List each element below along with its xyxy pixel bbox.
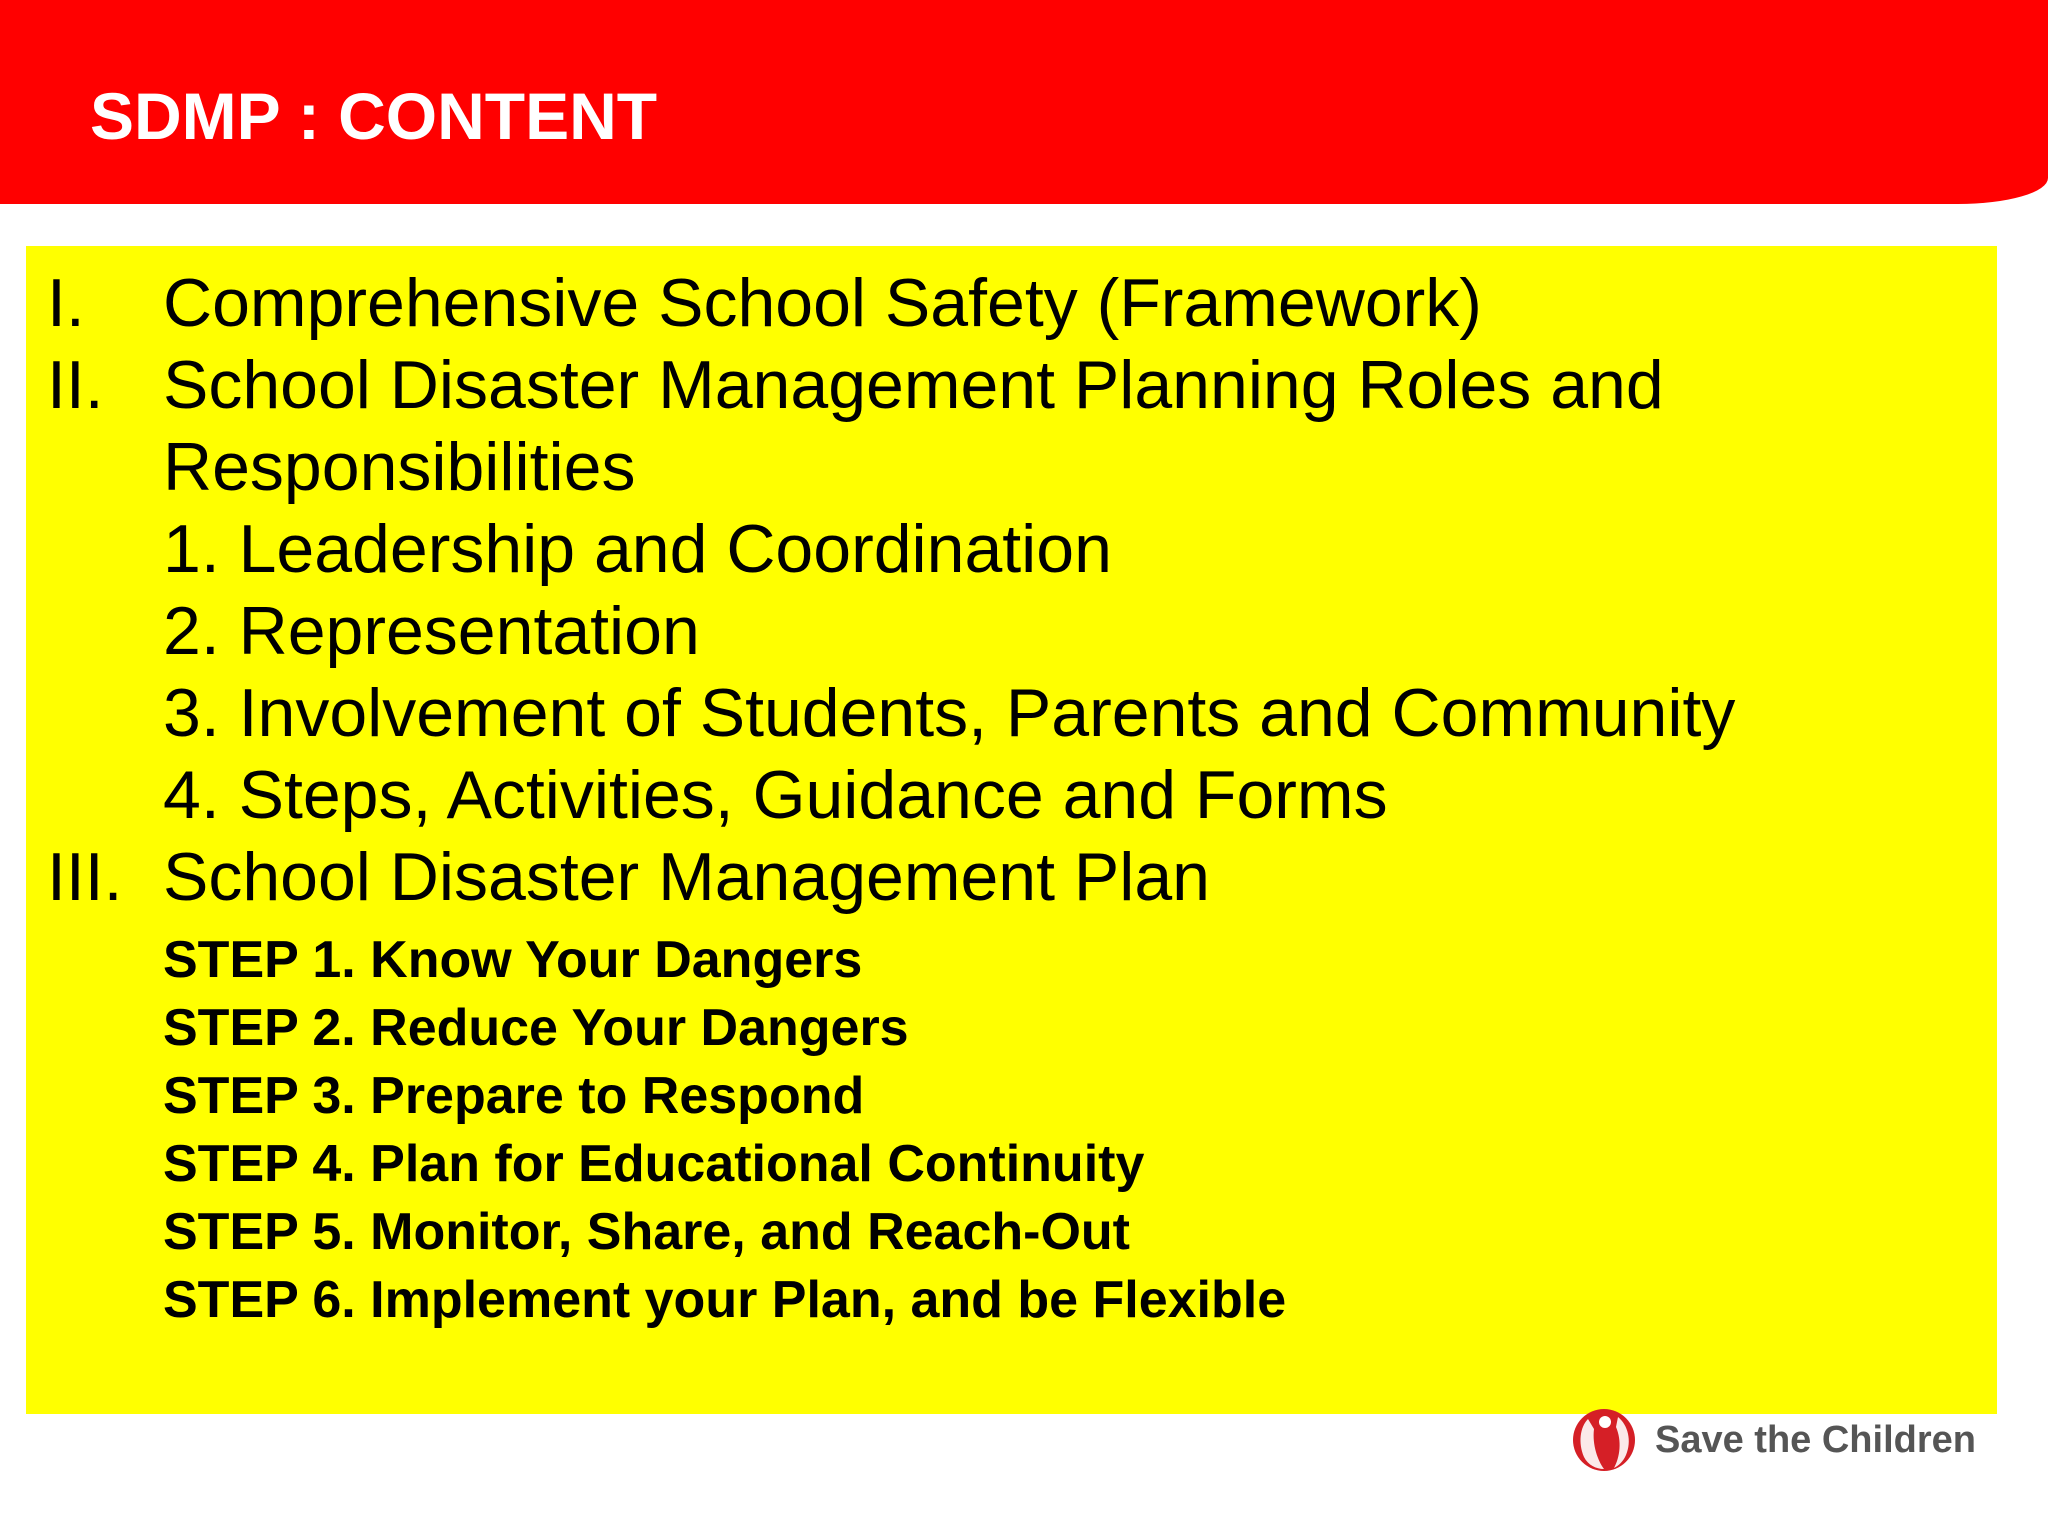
outline-text: Comprehensive School Safety (Framework)	[163, 265, 1482, 341]
outline-numeral: III.	[47, 839, 123, 915]
outline-text: 1. Leadership and Coordination	[163, 511, 1112, 587]
step-text: STEP 2. Reduce Your Dangers	[163, 999, 909, 1057]
header-bar	[0, 0, 2048, 204]
outline-text: 3. Involvement of Students, Parents and Community	[163, 675, 1736, 751]
step-text: STEP 5. Monitor, Share, and Reach-Out	[163, 1203, 1131, 1261]
step-text: STEP 1. Know Your Dangers	[163, 931, 863, 989]
outline-text: 2. Representation	[163, 593, 700, 669]
outline-text: Responsibilities	[163, 429, 636, 505]
step-text: STEP 6. Implement your Plan, and be Flexible	[163, 1271, 1287, 1329]
logo-text: Save the Children	[1655, 1419, 1976, 1461]
outline-numeral: II.	[47, 347, 104, 423]
outline-text: School Disaster Management Planning Roles and	[163, 347, 1664, 423]
slide-title: SDMP : CONTENT	[90, 79, 658, 153]
save-the-children-logo	[1570, 1405, 1976, 1475]
content-box	[26, 246, 1997, 1414]
child-figure-icon	[1570, 1405, 1642, 1475]
outline-text: 4. Steps, Activities, Guidance and Forms	[163, 757, 1388, 833]
step-text: STEP 3. Prepare to Respond	[163, 1067, 865, 1125]
step-text: STEP 4. Plan for Educational Continuity	[163, 1135, 1145, 1193]
outline-numeral: I.	[47, 265, 85, 341]
outline-text: School Disaster Management Plan	[163, 839, 1210, 915]
